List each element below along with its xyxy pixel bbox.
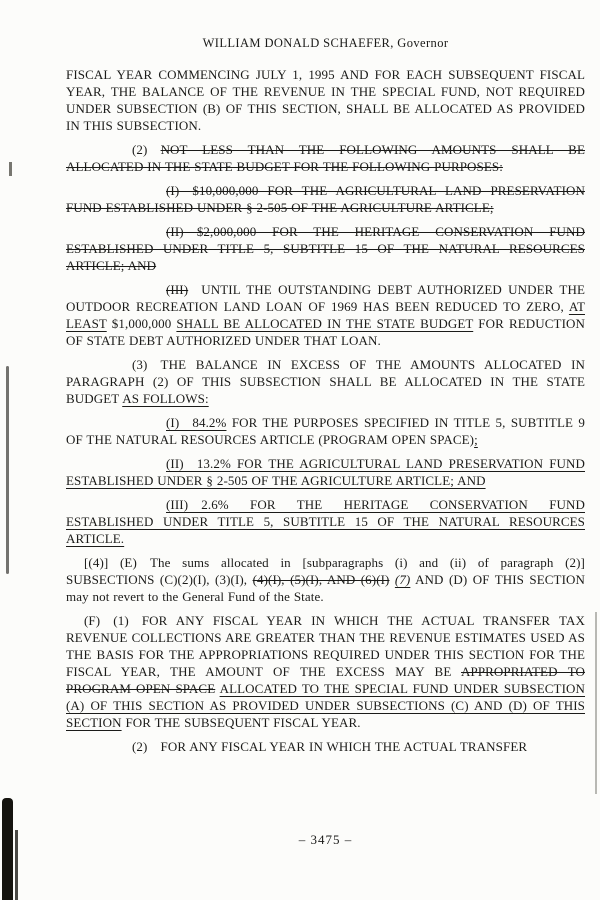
text-run-plain: (3) THE BALANCE IN EXCESS OF THE AMOUNTS ALLOCATED IN PARAGRAPH (2) OF THIS SUBSECTION SHALL BE ALLOCATED IN THE STATE BUDGET [66, 357, 585, 406]
text-run-underline: SHALL BE ALLOCATED IN THE STATE BUDGET [176, 316, 474, 331]
text-run-underline: AS FOLLOWS: [122, 391, 209, 406]
paragraph [66, 356, 585, 407]
text-run-plain: FOR REDUCTION OF STATE DEBT AUTHORIZED UNDER THAT LOAN. [66, 316, 586, 348]
paragraph [66, 281, 585, 349]
text-run-strike: NOT LESS THAN THE FOLLOWING AMOUNTS SHALL BE ALLOCATED IN THE STATE BUDGET FOR THE FOLLOWING PURPOSES: [66, 142, 585, 174]
page-number: – 3475 – [298, 832, 353, 847]
text-run-plain: FOR THE SUBSEQUENT FISCAL YEAR. [121, 715, 361, 730]
text-run-plain: FOR THE PURPOSES SPECIFIED IN TITLE 5, SUBTITLE 9 OF THE NATURAL RESOURCES ARTICLE (PROGRAM OPEN SPACE) [66, 415, 585, 447]
paragraph [66, 141, 585, 175]
paragraph [66, 455, 585, 489]
text-run-underline: (III) 2.6% FOR THE HERITAGE CONSERVATION FUND ESTABLISHED UNDER TITLE 5, SUBTITLE 15 OF THE NATURAL RESOURCES ARTICLE. [66, 497, 585, 546]
text-run-underline: (I) 84.2% [166, 415, 227, 430]
text-run-plain: [(4)] (E) The sums allocated in [subparagraphs (i) and (ii) of paragraph (2)] SUBSECTIONS (C)(2)(I), (3)(I), [66, 555, 585, 587]
text-run-plain: AND (D) OF THIS SECTION may not revert to the General Fund of the State. [66, 572, 585, 604]
text-run-plain: UNTIL THE OUTSTANDING DEBT AUTHORIZED UNDER THE OUTDOOR RECREATION LAND LOAN OF 1969 HAS BEEN REDUCED TO ZERO, [66, 282, 585, 314]
paragraph [66, 738, 585, 755]
paragraph [66, 66, 585, 134]
scan-artifact-bottom-left-thin [15, 830, 18, 900]
text-run-strike: (II) $2,000,000 FOR THE HERITAGE CONSERVATION FUND ESTABLISHED UNDER TITLE 5, SUBTITLE 15 OF THE NATURAL RESOURCES ARTICLE; AND [66, 224, 585, 273]
paragraph [66, 496, 585, 547]
text-run-underline: (II) 13.2% FOR THE AGRICULTURAL LAND PRESERVATION FUND ESTABLISHED UNDER § 2-505 OF THE AGRICULTURE ARTICLE; AND [66, 456, 585, 488]
paragraph [66, 414, 585, 448]
scan-artifact-right-line [595, 612, 597, 794]
scan-artifact-left-streak [6, 366, 9, 574]
text-run-strike: (III) [166, 282, 189, 297]
text-run-underline: ALLOCATED TO THE SPECIAL FUND UNDER SUBSECTION (A) OF THIS SECTION AS PROVIDED UNDER SUBSECTIONS (C) AND (D) OF THIS SECTION [66, 681, 586, 730]
text-run-plain: FISCAL YEAR COMMENCING JULY 1, 1995 AND FOR EACH SUBSEQUENT FISCAL YEAR, THE BALANCE OF THE REVENUE IN THE SPECIAL FUND, NOT REQUIRED UNDER SUBSECTION (B) OF THIS SECTION, SHALL BE ALLOCATED AS PROVIDED IN THIS SUBSECTION. [66, 67, 585, 133]
paragraph [66, 554, 585, 605]
text-run-plain: $1,000,000 [106, 316, 177, 331]
text-run-underline-italic: (7) [394, 572, 411, 587]
document-body [66, 66, 585, 762]
text-run-plain: (F) (1) FOR ANY FISCAL YEAR IN WHICH THE ACTUAL TRANSFER TAX REVENUE COLLECTIONS ARE GREATER THAN THE REVENUE ESTIMATES USED AS THE BASIS FOR THE APPROPRIATIONS REQUIRED UNDER THIS SECTION FOR THE FISCAL YEAR, THE AMOUNT OF THE EXCESS MAY BE [66, 613, 585, 679]
paragraph [66, 612, 585, 731]
text-run-underline: ; [474, 432, 478, 447]
text-run-underline: AT LEAST [66, 299, 585, 331]
text-run-strike: APPROPRIATED TO PROGRAM OPEN SPACE [66, 664, 585, 696]
scan-artifact-bottom-left-blob [2, 798, 13, 900]
text-run-plain: (2) FOR ANY FISCAL YEAR IN WHICH THE ACTUAL TRANSFER [132, 739, 528, 754]
text-run-strike: (4)(I), (5)(I), AND (6)(I) [252, 572, 390, 587]
paragraph [66, 182, 585, 216]
paragraph [66, 223, 585, 274]
text-run-plain: (2) [132, 142, 161, 157]
page-header: WILLIAM DONALD SCHAEFER, Governor [202, 36, 449, 50]
text-run-strike: (I) $10,000,000 FOR THE AGRICULTURAL LAND PRESERVATION FUND ESTABLISHED UNDER § 2-505 OF THE AGRICULTURE ARTICLE; [66, 183, 585, 215]
scan-artifact-left-mark [9, 162, 12, 176]
